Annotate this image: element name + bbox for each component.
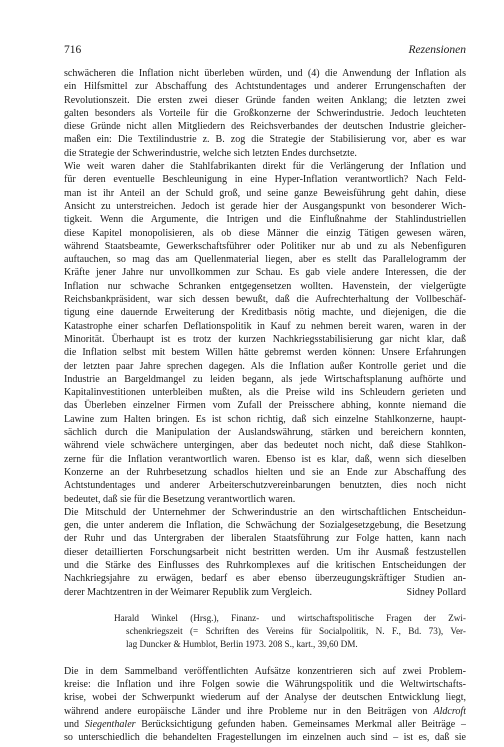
page-body bbox=[64, 67, 466, 745]
text-line: zerne für die Inflation verantwortlich waren. Ebenso ist es klar, daß, wenn sich dieselben bbox=[64, 453, 466, 465]
page-header bbox=[64, 44, 466, 60]
text-fragment: und bbox=[64, 718, 80, 730]
text-fragment: Berücksichtigung gefunden haben. Gemeinsames Merkmal aller Beiträge – bbox=[141, 718, 466, 730]
text-line: Reichsbankpräsident, war sich dessen bewußt, daß die Aufrechterhaltung der Vollbeschäf- bbox=[64, 294, 466, 306]
text-fragment: während andere europäische Länder und ihre Probleme nur in den Beiträgen von bbox=[64, 705, 428, 717]
text-line: Konzerne an der Ruhrbesetzung schadlos hielten und sie an Ende zur Abschaffung des bbox=[64, 466, 466, 478]
text-line-with-names bbox=[64, 705, 466, 718]
text-line: der Ruhr und das Untergraben der liberalen Staatsführung zur Folge hatten, kann nach bbox=[64, 533, 466, 545]
text-line: während viele schwächere untergingen, aber das bedeutet noch nicht, daß diese Stahlkon- bbox=[64, 440, 466, 452]
text-line: Katastrophe einer scharfen Deflationspolitik in Kauf zu nehmen bereit waren, waren in der bbox=[64, 320, 466, 332]
text-line: Inflation nur schwache Schranken entgegensetzen wollten. Havenstein, der vielgerügte bbox=[64, 280, 466, 292]
author-name: Siegenthaler bbox=[84, 718, 136, 730]
page-number: 716 bbox=[64, 44, 82, 56]
text-line: Die Mitschuld der Unternehmer der Schwerindustrie an den wirtschaftlichen Entscheidun- bbox=[64, 506, 466, 518]
text-line: das Überleben einzelner Firmen vom Zufall der Preisschere abhing, konnte niemand die bbox=[64, 400, 466, 412]
text-line: Nachkriegsjahre zu erwägen, bedarf es aber ebenso überzeugungskräftiger Studien an- bbox=[64, 573, 466, 585]
bibliographic-entry bbox=[64, 612, 466, 652]
text-line: krise, wobei der Schwerpunkt wiederum auf der Analyse der deutschen Entwicklung liegt, bbox=[64, 692, 466, 704]
text-line: maßen ein: Die Textilindustrie z. B. zog die Strategie der Stabilisierung vor, aber es war bbox=[64, 134, 466, 146]
text-line: Lawine zum Halten bringen. Es ist schon richtig, daß sich einzelne Stahlkonzerne, haupt- bbox=[64, 413, 466, 425]
text-line-with-names bbox=[64, 718, 466, 731]
text-line: tigung eine dauernde Erweiterung der Kreditbasis nötig machte, und diejenigen, die die bbox=[64, 307, 466, 319]
text-line: Revolutionszeit. Die ersten zwei dieser Gründe fanden weiten Anklang; die letzten zwei bbox=[64, 94, 466, 106]
text-line: ein Hilfsmittel zur Abschaffung des Achtstundentages und anderer Errungenschaften der bbox=[64, 81, 466, 93]
text-line: während Staatsbeamte, Gewerkschaftsführer oder Politiker nur ab und zu als Nebenfiguren bbox=[64, 240, 466, 252]
section-gap bbox=[64, 599, 466, 612]
text-line: bedeutet, daß sie für die Besetzung verantwortlich waren. bbox=[64, 493, 296, 505]
text-line: diese Gründe nicht allen Mitgliedern des Reichsverbandes der deutschen Industrie gleicher- bbox=[64, 121, 466, 133]
text-line: der letzten paar Jahre sprechen dagegen. Als die Inflation außer Kontrolle geriet und die bbox=[64, 360, 466, 372]
text-line: und die Stärke des Einflusses des Ruhrkomplexes auf die kritischen Entscheidungen der bbox=[64, 559, 466, 571]
section-gap bbox=[64, 652, 466, 665]
running-head: Rezensionen bbox=[408, 44, 466, 56]
text-line: Ansicht zu unterstreichen. Jedoch ist gerade hier der Ausgangspunkt von besonderer Wich- bbox=[64, 200, 466, 212]
text-line: dieser detaillierten Forschungsarbeit nicht bestritten werden. Um ihr Ausmaß festzustellen bbox=[64, 546, 466, 558]
text-line: tigkeit. Wenn die Argumente, die Intrigen und die Einflußnahme der Stahlindustriellen bbox=[64, 214, 466, 226]
text-line: kreise: die Inflation und ihre Folgen sowie die Währungspolitik und die Weltwirtschafts- bbox=[64, 679, 466, 691]
text-line: für deren eventuelle Beschleunigung in eine Hyper-Inflation verantwortlich? Nach Feld- bbox=[64, 174, 466, 186]
text-line: auftauchen, so mag das am Quellenmaterial liegen, aber es stellt das Parallelogramm der bbox=[64, 254, 466, 266]
author-name: Aldcroft bbox=[433, 705, 466, 717]
review-pollard bbox=[64, 67, 466, 599]
text-line: Minorität. Überhaupt ist es trotz der kurzen Nachkriegsstabilisierung gar nicht klar, daß bbox=[64, 333, 466, 345]
text-line: Wie weit waren daher die Stahlfabrikanten direkt für die Verlängerung der Inflation und bbox=[64, 161, 466, 173]
bibliography-line: Harald Winkel (Hrsg.), Finanz- und wirtschaftspolitische Fragen der Zwi- bbox=[114, 612, 466, 623]
text-line: diese Kapitel monopolisieren, als ob diese Männer die einzig Tätigen gewesen wären, bbox=[64, 227, 466, 239]
text-line: die Strategie der Schwerindustrie, welche sich letzten Endes durchsetzte. bbox=[64, 147, 357, 159]
bibliography-line: lag Duncker & Humblot, Berlin 1973. 208 S., kart., 39,60 DM. bbox=[126, 639, 358, 650]
closing-line bbox=[64, 586, 466, 599]
text-line: Die in dem Sammelband veröffentlichten Aufsätze konzentrieren sich auf zwei Problem- bbox=[64, 665, 466, 677]
text-line: so unterschiedlich die behandelten Fragestellungen im einzelnen auch sind – ist es, daß sie bbox=[64, 732, 466, 744]
review-winkel bbox=[64, 665, 466, 745]
reviewer-name: Sidney Pollard bbox=[406, 586, 466, 598]
text-line: schwächeren die Inflation nicht überleben würden, und (4) die Anwendung der Inflation als bbox=[64, 68, 466, 79]
text-line: Kräfte jener Jahre nur unvollkommen zur Schau. Es gab viele andere Interessen, die der bbox=[64, 267, 466, 279]
text-line: Achtstundentages und anderer Arbeiterschutzvereinbarungen benutzten, dies noch nicht bbox=[64, 480, 466, 492]
text-line: Industrie an Bargeldmangel zu leiden begann, als jede Wirtschaftsplanung aufhörte und bbox=[64, 373, 466, 385]
text-line: sächlich durch die Manipulation der Auslandswährung, stärken und bereichern konnten, bbox=[64, 427, 466, 439]
text-line: die Inflation selbst mit bestem Willen hätte gebremst werden können: Unsere Erfahrungen bbox=[64, 347, 466, 359]
text-line: Kapitalinvestitionen unterbleiben mußten, als die Preise wild ins Schleudern gerieten und bbox=[64, 387, 466, 399]
bibliography-line: schenkriegszeit (= Schriften des Vereins für Socialpolitik, N. F., Bd. 73), Ver- bbox=[126, 626, 466, 637]
text-line: galten besonders als Vorteile für die Großkonzerne der Schwerindustrie. Jedoch leuchteten bbox=[64, 107, 466, 119]
text-line: derer Machtzentren in der Weimarer Republik zum Vergleich. bbox=[64, 586, 313, 598]
text-line: man ist ihr Anteil an der Schuld groß, und seine ganze Beweisführung geht dahin, diese bbox=[64, 187, 466, 199]
text-line: gen, die unter anderem die Inflation, die Schwächung der Sozialgesetzgebung, die Besetzung bbox=[64, 520, 466, 532]
